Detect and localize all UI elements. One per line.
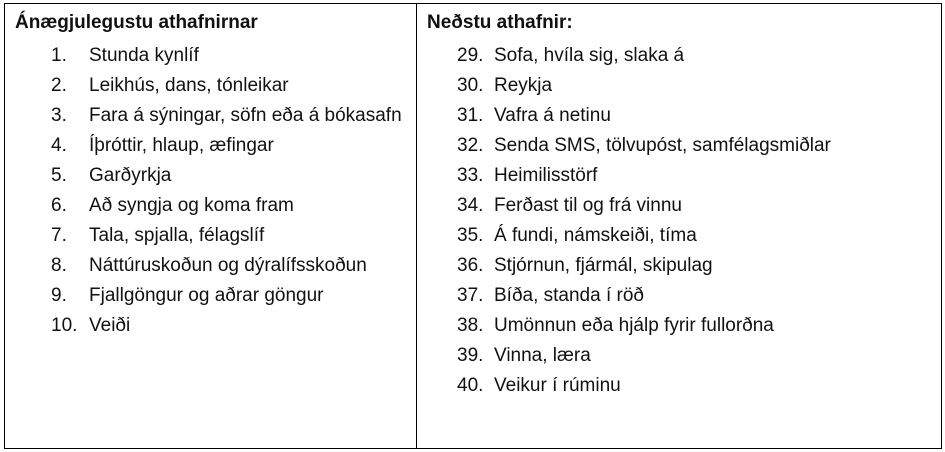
list-item <box>457 71 935 101</box>
list-item <box>457 281 935 311</box>
list-item <box>51 281 406 311</box>
list-item-number: 37. <box>457 285 484 306</box>
list-item-number: 5. <box>51 165 67 186</box>
list-item-number: 30. <box>457 75 484 96</box>
list-item-text: Garðyrkja <box>89 165 172 186</box>
list-item-text: Íþróttir, hlaup, æfingar <box>89 135 274 156</box>
list-item-text: Tala, spjalla, félagslíf <box>89 225 265 246</box>
list-item-number: 35. <box>457 225 484 246</box>
list-item-number: 1. <box>51 45 67 66</box>
list-item-number: 36. <box>457 255 484 276</box>
list-item <box>457 341 935 371</box>
list-item <box>51 311 406 341</box>
activity-table <box>4 3 942 449</box>
list-item-text: Bíða, standa í röð <box>494 285 644 306</box>
list-item-number: 10. <box>51 315 78 336</box>
list-item <box>457 251 935 281</box>
list-item <box>457 221 935 251</box>
list-item-text: Vinna, læra <box>494 345 591 366</box>
list-item <box>51 221 406 251</box>
list-item-number: 9. <box>51 285 67 306</box>
list-item-text: Vafra á netinu <box>494 105 611 126</box>
list-item <box>457 41 935 71</box>
list-item <box>457 131 935 161</box>
list-item-text: Veiði <box>89 315 131 336</box>
list-item-text: Að syngja og koma fram <box>89 195 294 216</box>
list-item-text: Náttúruskoðun og dýralífsskoðun <box>89 255 367 276</box>
list-item-number: 39. <box>457 345 484 366</box>
right-list <box>457 41 935 401</box>
list-item-number: 34. <box>457 195 484 216</box>
list-item-text: Fara á sýningar, söfn eða á bókasafn <box>89 105 402 126</box>
list-item <box>457 371 935 401</box>
list-item-text: Umönnun eða hjálp fyrir fullorðna <box>494 315 774 336</box>
list-item <box>51 251 406 281</box>
list-item-text: Leikhús, dans, tónleikar <box>89 75 289 96</box>
list-item <box>51 41 406 71</box>
right-column-heading: Neðstu athafnir: <box>427 12 573 33</box>
list-item <box>51 71 406 101</box>
list-item <box>51 191 406 221</box>
list-item-number: 40. <box>457 375 484 396</box>
list-item-text: Heimilisstörf <box>494 165 598 186</box>
list-item <box>51 161 406 191</box>
list-item-text: Á fundi, námskeiði, tíma <box>494 225 697 246</box>
list-item-number: 7. <box>51 225 67 246</box>
list-item-text: Senda SMS, tölvupóst, samfélagsmiðlar <box>494 135 831 156</box>
list-item <box>51 131 406 161</box>
list-item-number: 8. <box>51 255 67 276</box>
list-item-text: Fjallgöngur og aðrar göngur <box>89 285 324 306</box>
right-column <box>417 4 941 448</box>
list-item <box>457 161 935 191</box>
left-column-heading: Ánægjulegustu athafnirnar <box>15 12 258 33</box>
list-item <box>457 101 935 131</box>
list-item-text: Veikur í rúminu <box>494 375 621 396</box>
list-item-number: 4. <box>51 135 67 156</box>
list-item-text: Ferðast til og frá vinnu <box>494 195 682 216</box>
list-item-number: 6. <box>51 195 67 216</box>
list-item-number: 38. <box>457 315 484 336</box>
list-item-number: 33. <box>457 165 484 186</box>
list-item <box>51 101 406 131</box>
list-item-number: 3. <box>51 105 67 126</box>
list-item-number: 31. <box>457 105 484 126</box>
list-item-text: Reykja <box>494 75 553 96</box>
list-item-number: 2. <box>51 75 67 96</box>
list-item-number: 32. <box>457 135 484 156</box>
list-item-number: 29. <box>457 45 484 66</box>
left-column <box>5 4 417 448</box>
list-item-text: Sofa, hvíla sig, slaka á <box>494 45 685 66</box>
list-item <box>457 311 935 341</box>
list-item <box>457 191 935 221</box>
left-list <box>51 41 406 341</box>
list-item-text: Stjórnun, fjármál, skipulag <box>494 255 713 276</box>
list-item-text: Stunda kynlíf <box>89 45 199 66</box>
